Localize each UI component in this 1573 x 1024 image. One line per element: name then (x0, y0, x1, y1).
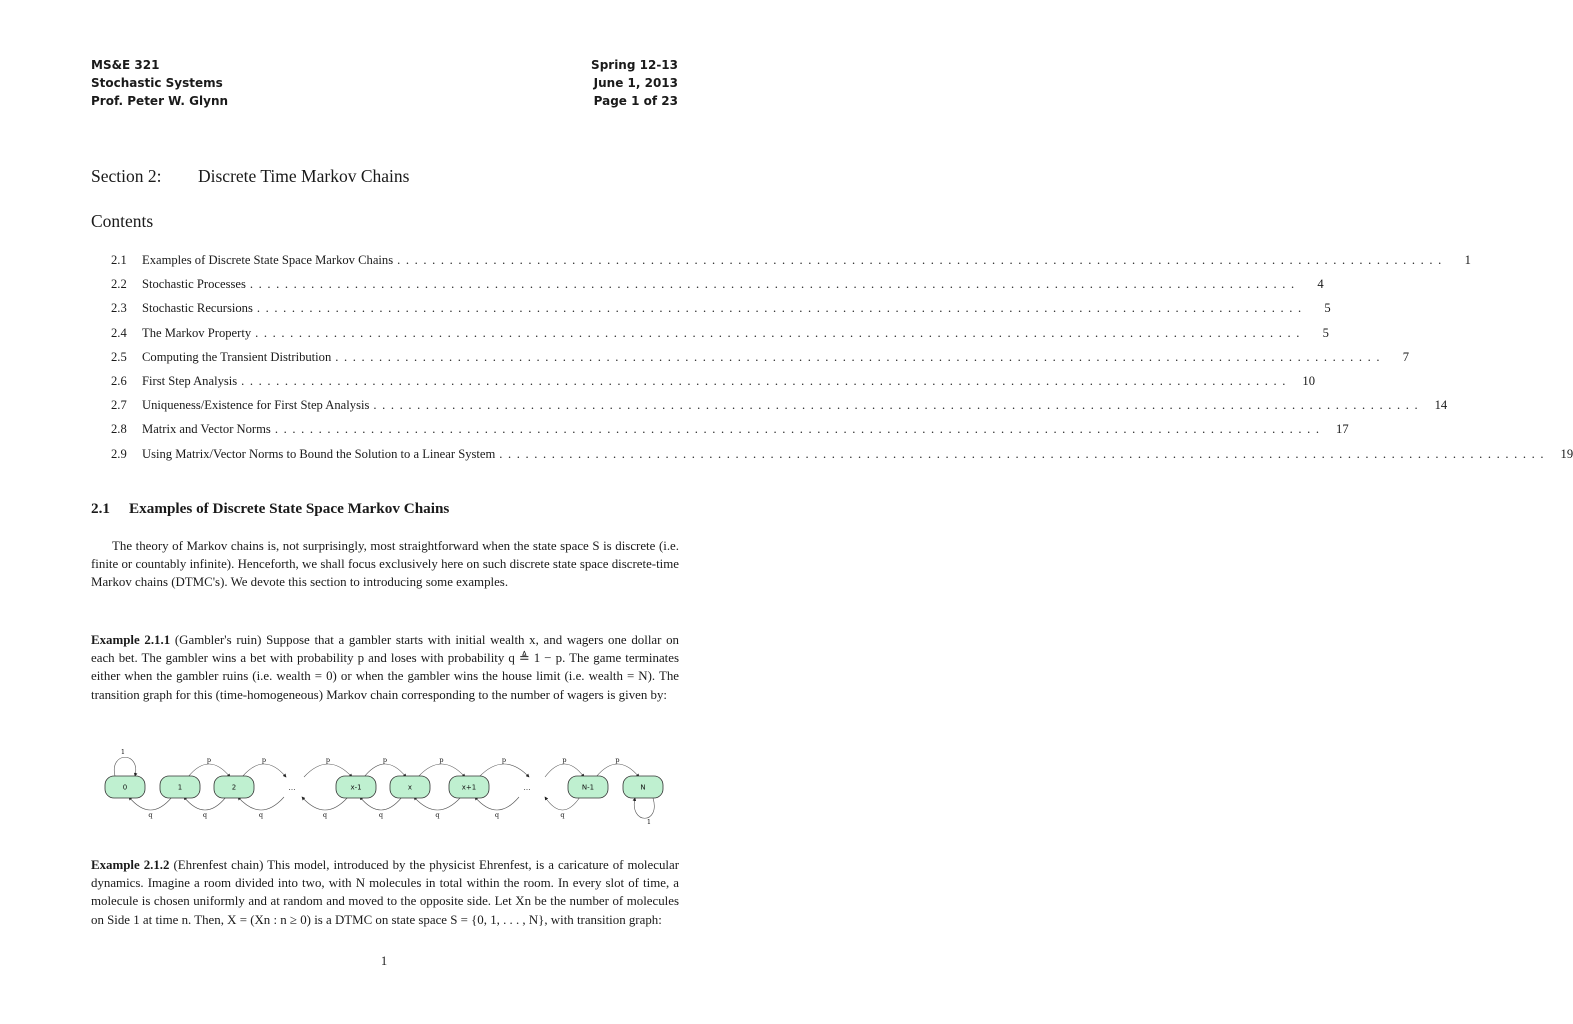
toc-leader-dots: ........................................................................................................................ (241, 373, 1291, 388)
toc-entry-number: 2.3 (111, 301, 127, 316)
instructor-name: Prof. Peter W. Glynn (91, 94, 229, 108)
transition-label: p (325, 756, 331, 764)
state-label: x (407, 783, 413, 792)
example-ehrenfest-chain (91, 856, 679, 929)
transition-label: q (202, 811, 208, 819)
self-loop-arrow (114, 757, 136, 776)
toc-entry-title: First Step Analysis (142, 374, 241, 389)
toc-entry[interactable] (111, 373, 1315, 398)
toc-entry-number: 2.4 (111, 325, 127, 340)
transition-label: q (378, 811, 384, 819)
self-loop-label: 1 (646, 818, 652, 826)
transition-arrow (242, 764, 286, 777)
toc-entry-title: Matrix and Vector Norms (142, 422, 275, 437)
section-number: Section 2: (91, 166, 162, 186)
state-label: 0 (122, 783, 128, 792)
toc-entry[interactable] (111, 253, 1471, 277)
transition-arrow (596, 764, 639, 777)
toc-entry-page: 5 (1307, 301, 1331, 316)
example-label: Example 2.1.1 (91, 633, 171, 647)
toc-entry-number: 2.1 (111, 253, 127, 267)
toc-leader-dots: ........................................................................................................................ (274, 422, 1325, 437)
toc-entry-title: Uniqueness/Existence for First Step Analysis (142, 398, 373, 413)
transition-label: p (261, 756, 267, 764)
state-label: x+1 (461, 783, 477, 792)
toc-entry-number: 2.9 (111, 446, 127, 461)
example-gamblers-ruin (91, 631, 679, 704)
term: Spring 12-13 (591, 58, 678, 72)
header-left (91, 56, 228, 110)
toc-entry-page: 10 (1291, 374, 1315, 389)
gamblers-ruin-transition-graph (95, 743, 675, 828)
transition-arrow (184, 797, 226, 810)
example-label: Example 2.1.2 (91, 858, 170, 872)
page-indicator: Page 1 of 23 (593, 94, 678, 108)
transition-arrow (545, 797, 580, 810)
toc-entry[interactable] (111, 349, 1410, 374)
transition-arrow (364, 764, 406, 777)
transition-arrow (188, 764, 230, 777)
toc-entry-number: 2.2 (111, 277, 127, 292)
page-number: 1 (380, 954, 388, 968)
toc-entry-page: 19 (1549, 447, 1573, 462)
toc-entry-title: Examples of Discrete State Space Markov Chains (142, 253, 397, 268)
toc-entry[interactable] (111, 301, 1331, 325)
toc-entry-title: Stochastic Recursions (142, 301, 257, 316)
toc-entry-number: 2.7 (111, 398, 127, 413)
toc-leader-dots: ........................................................................................................................ (335, 349, 1386, 364)
transition-label: p (562, 756, 567, 764)
transition-label: p (382, 756, 388, 764)
toc-leader-dots: ........................................................................................................................ (256, 301, 1307, 316)
toc-leader-dots: ........................................................................................................................ (373, 398, 1424, 413)
toc-leader-dots: ........................................................................................................................ (499, 446, 1550, 461)
example-text: (Gambler's ruin) Suppose that a gambler starts with initial wealth x, and wagers one dollar on each bet. The gambler wins a bet with probability p and loses with probability q ≜ 1 − p. The game terminates either when the gambler ruins (i.e. wealth = 0) or when the gambler wins the house limit (i.e. wealth = N). The transition graph for this (time-homogeneous) Markov chain corresponding to the number of wagers is given by: (91, 633, 679, 702)
transition-label: q (258, 811, 264, 819)
toc-leader-dots: ........................................................................................................................ (249, 277, 1300, 292)
state-label: 1 (177, 783, 183, 792)
transition-label: p (501, 756, 507, 764)
toc-entry-title: Computing the Transient Distribution (142, 350, 335, 365)
toc-entry[interactable] (111, 446, 1573, 471)
subsection-heading (91, 500, 449, 518)
toc-entry[interactable] (111, 398, 1448, 422)
header-right (591, 56, 678, 110)
subsection-title: Examples of Discrete State Space Markov Chains (129, 500, 450, 517)
state-label: N (640, 783, 646, 792)
transition-arrow (129, 797, 172, 810)
course-subject: Stochastic Systems (91, 76, 223, 90)
transition-arrow (304, 764, 352, 777)
toc-entry-title: Stochastic Processes (142, 277, 250, 292)
toc-entry[interactable] (111, 422, 1349, 446)
transition-arrow (545, 764, 584, 777)
section-title-text: Discrete Time Markov Chains (198, 166, 410, 186)
toc-entry-title: Using Matrix/Vector Norms to Bound the Solution to a Linear System (142, 447, 499, 462)
state-label: x-1 (350, 783, 362, 792)
subsection-number: 2.1 (91, 500, 110, 517)
toc-entry-number: 2.8 (111, 422, 127, 437)
transition-arrow (238, 797, 284, 810)
transition-arrow (414, 797, 461, 810)
ellipsis: … (288, 784, 296, 792)
toc-leader-dots: ........................................................................................................................ (397, 253, 1447, 267)
transition-label: p (439, 756, 444, 764)
example-text: (Ehrenfest chain) This model, introduced by the physicist Ehrenfest, is a caricature of molecular dynamics. Imagine a room divided into two, with N molecules in total within the room. In every slot of time, a molecule is chosen uniformly and at random and moved to the opposite side. Let Xn be the number of molecules on Side 1 at time n. Then, X = (Xn : n ≥ 0) is a DTMC on state space S = {0, 1, . . . , N}, with transition graph: (91, 858, 679, 927)
state-label: 2 (231, 783, 237, 792)
toc-leader-dots: ........................................................................................................................ (255, 325, 1305, 340)
course-code: MS&E 321 (91, 58, 160, 72)
toc-entry-page: 7 (1385, 350, 1409, 365)
transition-label: q (322, 811, 328, 819)
toc-entry[interactable] (111, 277, 1324, 301)
date: June 1, 2013 (593, 76, 678, 90)
transition-arrow (302, 797, 348, 810)
toc-entry-number: 2.5 (111, 349, 127, 364)
toc-entry-page: 17 (1325, 422, 1349, 437)
toc-entry-page: 1 (1447, 253, 1471, 268)
transition-label: q (560, 811, 565, 819)
contents-heading: Contents (91, 211, 154, 231)
transition-label: q (494, 811, 500, 819)
toc-entry-page: 14 (1423, 398, 1447, 413)
toc-entry-page: 5 (1305, 326, 1329, 341)
toc-entry-title: The Markov Property (142, 326, 255, 341)
transition-arrow (479, 764, 529, 777)
transition-label: p (206, 756, 212, 764)
transition-label: p (615, 756, 620, 764)
toc-entry-number: 2.6 (111, 373, 127, 388)
self-loop-label: 1 (120, 748, 126, 756)
toc-entry[interactable] (111, 325, 1329, 350)
transition-label: q (148, 811, 153, 819)
toc-entry-page: 4 (1300, 277, 1324, 292)
section-title (91, 166, 409, 187)
state-label: N-1 (581, 783, 595, 792)
ellipsis: … (523, 784, 531, 792)
transition-arrow (418, 764, 465, 777)
intro-paragraph: The theory of Markov chains is, not surprisingly, most straightforward when the state space S is discrete (i.e. finite or countably infinite). Henceforth, we shall focus exclusively here on such discrete state space discrete-time Markov chains (DTMC's). We devote this section to introducing some examples. (91, 539, 679, 590)
table-of-contents (111, 253, 1573, 471)
transition-label: q (435, 811, 440, 819)
transition-arrow (360, 797, 402, 810)
self-loop-arrow (634, 798, 654, 818)
transition-arrow (475, 797, 519, 810)
